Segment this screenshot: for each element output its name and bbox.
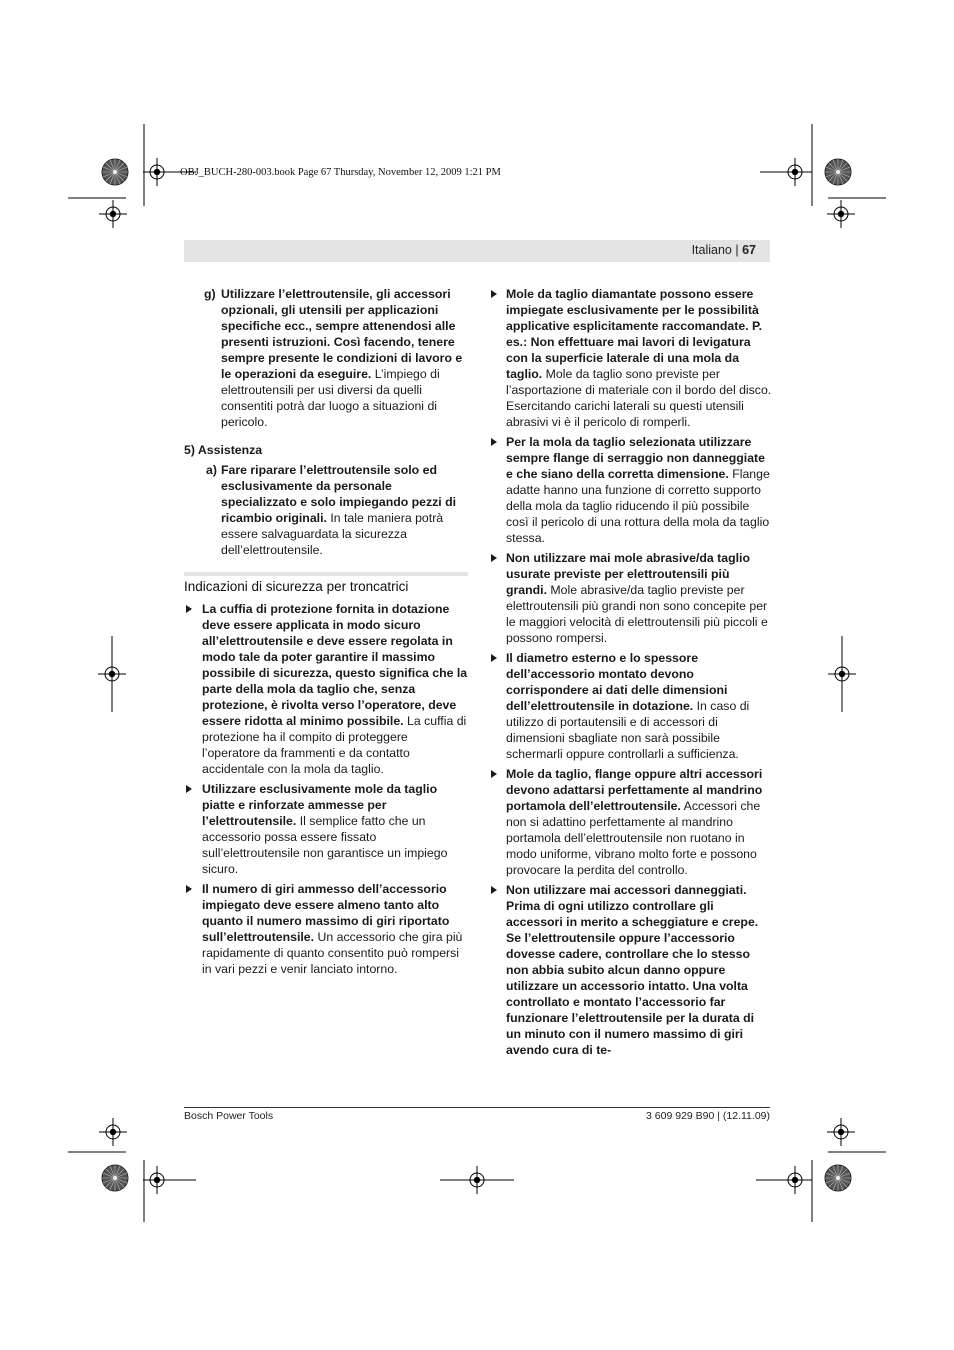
left-column bbox=[184, 286, 468, 981]
bullet-text: Accessori che non si adattino perfettamente al mandrino portamola dell’elettroutensile non ruotano in modo uniforme, vibrano molto forte e possono provocare la perdita del controllo. bbox=[506, 799, 761, 877]
bullet-triangle-icon bbox=[491, 290, 497, 298]
right-column bbox=[489, 286, 772, 1062]
bullet-triangle-icon bbox=[491, 886, 497, 894]
list-item bbox=[184, 462, 468, 558]
bullet-text: Il semplice fatto che un accessorio possa essere fissato sull’elettroutensile non garantisce un impiego sicuro. bbox=[202, 814, 448, 876]
item-bold-text: Fare riparare l’elettroutensile solo ed esclusivamente da personale specializzato e solo impiegando pezzi di ricambio originali. bbox=[221, 463, 457, 525]
bullet-text: Flange adatte hanno una funzione di corretto supporto della mola da taglio riducendo il più possibile così il pericolo di una rottura della mola da taglio stessa. bbox=[506, 467, 770, 545]
item-label: a) bbox=[206, 463, 217, 477]
bullet-bold-text: Il diametro esterno e lo spessore dell’accessorio montato devono corrispondere ai dati delle dimensioni dell’elettroutensile in dotazione. bbox=[506, 651, 728, 713]
bullet-triangle-icon bbox=[491, 770, 497, 778]
section-title: Indicazioni di sicurezza per troncatrici bbox=[184, 579, 409, 594]
bullet-item bbox=[489, 650, 772, 762]
bullet-item bbox=[184, 601, 468, 777]
bullet-bold-text: Il numero di giri ammesso dell’accessorio impiegato deve essere almeno tanto alto quanto il numero massimo di giri riportato sull’elettroutensile. bbox=[202, 882, 450, 944]
bullet-item bbox=[489, 550, 772, 646]
print-info-line: OBJ_BUCH-280-003.book Page 67 Thursday, November 12, 2009 1:21 PM bbox=[180, 167, 501, 178]
bullet-bold-text: Mole da taglio, flange oppure altri accessori devono adattarsi perfettamente al mandrino portamola dell’elettroutensile. bbox=[506, 767, 763, 813]
footer-doc-number: 3 609 929 B90 | (12.11.09) bbox=[646, 1110, 770, 1122]
footer-brand: Bosch Power Tools bbox=[184, 1110, 274, 1122]
list-item bbox=[184, 286, 468, 430]
header-language: Italiano bbox=[691, 243, 732, 257]
item-bold-text: Utilizzare l’elettroutensile, gli accessori opzionali, gli utensili per applicazioni specifiche ecc., sempre attenendosi alle presenti istruzioni. Così facendo, tenere sempre presente le condizioni di lavoro e le operazioni da eseguire. bbox=[221, 287, 463, 381]
section-heading: 5) Assistenza bbox=[184, 443, 263, 457]
bullet-item bbox=[489, 434, 772, 546]
header-separator: | bbox=[731, 243, 743, 257]
header-text bbox=[692, 243, 756, 257]
bullet-triangle-icon bbox=[186, 785, 192, 793]
item-text: In tale maniera potrà essere salvaguardata la sicurezza dell’elettroutensile. bbox=[221, 511, 444, 557]
bullet-text: La cuffia di protezione ha il compito di proteggere l’operatore da frammenti e da contatto accidentale con la mola da taglio. bbox=[202, 714, 467, 776]
bullet-triangle-icon bbox=[491, 438, 497, 446]
bullet-bold-text: Per la mola da taglio selezionata utilizzare sempre flange di serraggio non danneggiate e che siano della corretta dimensione. bbox=[506, 435, 765, 481]
bullet-item bbox=[184, 881, 468, 977]
bullet-text: Un accessorio che gira più rapidamente di quanto consentito può rompersi in vari pezzi e venir lanciato intorno. bbox=[202, 930, 463, 976]
bullet-bold-text: Mole da taglio diamantate possono essere impiegate esclusivamente per le possibilità applicative esplicitamente raccomandate. P. es.: Non effettuare mai lavori di levigatura con la superficie laterale di una mola da taglio. bbox=[506, 287, 763, 381]
bullet-item bbox=[184, 781, 468, 877]
bullet-bold-text: La cuffia di protezione fornita in dotazione deve essere applicata in modo sicuro all’elettroutensile e deve essere regolata in modo tale da poter garantire il massimo possibile di sicurezza, questo significa che la parte della mola da taglio che, senza protezione, è rivolta verso l’operatore, deve essere ridotta al minimo possibile. bbox=[202, 602, 468, 728]
section-divider bbox=[184, 572, 468, 576]
bullet-bold-text: Non utilizzare mai accessori danneggiati. Prima di ogni utilizzo controllare gli accessori in merito a scheggiature e crepe. Se l’elettroutensile oppure l’accessorio dovesse cadere, controllare che lo stesso non abbia subito alcun danno oppure utilizzare un accessorio intatto. Una volta controllato e montato l’accessorio far funzionare l’elettroutensile per la durata di un minuto con il numero massimo di giri avendo cura di te- bbox=[506, 883, 759, 1057]
bullet-triangle-icon bbox=[186, 885, 192, 893]
footer-rule bbox=[184, 1107, 770, 1108]
bullet-triangle-icon bbox=[491, 654, 497, 662]
bullet-triangle-icon bbox=[186, 605, 192, 613]
item-text: L’impiego di elettroutensili per usi diversi da quelli consentiti potrà dar luogo a situazioni di pericolo. bbox=[221, 367, 440, 429]
bullet-item bbox=[489, 882, 772, 1058]
bullet-bold-text: Non utilizzare mai mole abrasive/da taglio usurate previste per elettroutensili più grandi. bbox=[506, 551, 750, 597]
bullet-text: In caso di utilizzo di portautensili e di accessori di dimensioni sbagliate non sarà possibile schermarli oppure controllarli a sufficienza. bbox=[506, 699, 750, 761]
item-label: g) bbox=[204, 287, 216, 301]
bullet-text: Mole abrasive/da taglio previste per elettroutensili più grandi non sono concepite per le maggiori velocità di elettroutensili più piccoli e possono rompersi. bbox=[506, 583, 768, 645]
bullet-bold-text: Utilizzare esclusivamente mole da taglio piatte e rinforzate ammesse per l’elettroutensile. bbox=[202, 782, 438, 828]
page-number: 67 bbox=[742, 243, 756, 257]
page-header bbox=[184, 240, 770, 262]
bullet-text: Mole da taglio sono previste per l’asportazione di materiale con il bordo del disco. Esercitando carichi laterali su questi utensili abrasivi vi è il pericolo di romperli. bbox=[506, 367, 772, 429]
bullet-item bbox=[489, 286, 772, 430]
bullet-triangle-icon bbox=[491, 554, 497, 562]
bullet-item bbox=[489, 766, 772, 878]
